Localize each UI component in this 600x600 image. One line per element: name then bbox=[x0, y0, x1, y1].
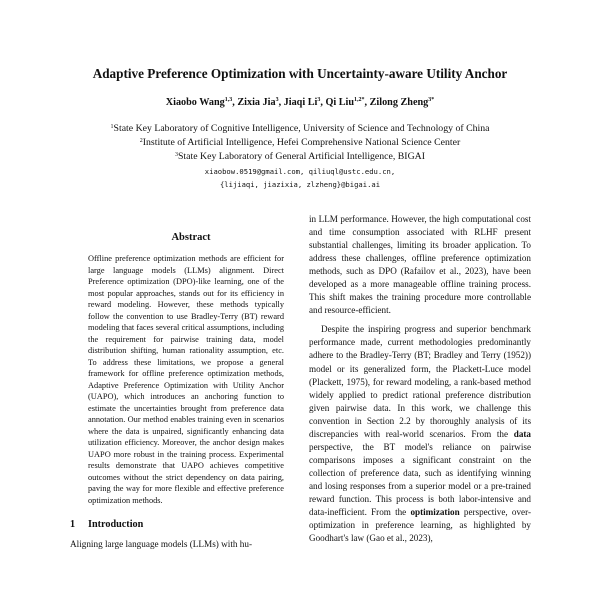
author-1 bbox=[166, 97, 232, 108]
author-affil-mark: 3* bbox=[428, 97, 435, 103]
affiliation-list bbox=[0, 121, 600, 163]
author-name: Zixia Jia bbox=[237, 97, 276, 108]
affiliation-mark: 1 bbox=[110, 124, 114, 130]
author-affil-mark: 3 bbox=[317, 97, 321, 103]
section-heading bbox=[70, 518, 298, 532]
author-list: Xiaobo Wang$^{1,3}$, Zixia Jia$^3$, Jiaqi Li$^3$, Qi Liu$^{1,2*}$, Zilong Zheng$^{3*}$ bbox=[165, 97, 435, 108]
right-paragraph-2 bbox=[309, 323, 531, 545]
author-name: Xiaobo Wang bbox=[165, 97, 225, 108]
author-name: Zilong Zheng bbox=[369, 97, 429, 108]
affiliation-mark: 3 bbox=[174, 152, 178, 158]
author-5 bbox=[370, 97, 435, 108]
paper-title: Adaptive Preference Optimization with Uncertainty-aware Utility Anchor bbox=[92, 66, 508, 81]
paragraph-text: Despite the inspiring progress and superior benchmark performance made, current methodologies predominantly adhere to the Bradley-Terry (BT; Bradley and Terry (1952)) model or its generalized form, the Plackett-Luce model (Plackett, 1975), for reward modeling, a rank-based method widely applied to predict rational preference distribution given pairwise data. In this work, we challenge this convention in Section 2.2 by thoroughly analysis of its discrepancies with real-world scenarios. From the bbox=[309, 324, 531, 439]
affiliation-text: State Key Laboratory of Cognitive Intelligence, University of Science and Technology of China bbox=[113, 123, 490, 134]
author-4 bbox=[325, 97, 364, 108]
author-affil-mark: 3 bbox=[275, 97, 279, 103]
author-2 bbox=[237, 97, 278, 108]
author-name: Qi Liu bbox=[325, 97, 355, 108]
paragraph-text: perspective, over-optimization in preference learning, as highlighted by Goodhart's law (Gao et al., 2023), bbox=[309, 507, 532, 544]
affiliation-1 bbox=[0, 121, 600, 135]
affiliation-text: Institute of Artificial Intelligence, Hefei Comprehensive National Science Center bbox=[142, 137, 461, 148]
author-name: Jiaqi Li bbox=[283, 97, 318, 108]
emphasis-optimization: optimization bbox=[410, 507, 460, 518]
intro-first-line: Aligning large language models (LLMs) with hu- bbox=[70, 539, 253, 549]
author-3 bbox=[284, 97, 321, 108]
right-column bbox=[309, 213, 531, 545]
email-block bbox=[0, 165, 600, 191]
section-number: 1 bbox=[70, 519, 76, 530]
emphasis-data: data bbox=[513, 428, 531, 439]
affiliation-text: State Key Laboratory of General Artificial Intelligence, BIGAI bbox=[177, 151, 425, 162]
left-column bbox=[70, 231, 298, 550]
affiliation-3 bbox=[0, 149, 600, 163]
affiliation-2 bbox=[0, 135, 600, 149]
paragraph-text: perspective, the BT model's reliance on pairwise comparisons imposes a significant constraint on the collection of preference data, such as identifying winning and losing responses from a superior model or a pre-trained reward function. This process is both labor-intensive and data-inefficient. From the bbox=[309, 441, 531, 518]
email-line-2: {lijiaqi, jiazixia, zlzheng}@bigai.ai bbox=[219, 180, 381, 189]
abstract-heading: Abstract bbox=[171, 232, 211, 243]
author-affil-mark: 1,2* bbox=[354, 97, 365, 103]
abstract-text: Offline preference optimization methods are efficient for large language models (LLMs) alignment. Direct Preference optimization (DPO)-like learning, one of the most popular approaches, stands out for its efficiency in reward modeling. However, these methods typically follow the convention to use Bradley-Terry (BT) reward modeling that faces several critical assumptions, including the requirement for pairwise training data, model distribution shifting, human rationality assumption, etc. To address these limitations, we propose a general framework for offline preference optimization methods, Adaptive Preference Optimization with Utility Anchor (UAPO), which introduces an anchoring function to estimate the uncertainties brought from preference data annotation. Our method enables training even in scenarios where the data is unpaired, significantly enhancing data utilization efficiency. Moreover, the anchor design makes UAPO more robust in the training process. Experimental results demonstrate that UAPO achieves competitive outcomes without the strict dependency on data pairing, paving the way for more flexible and effective preference optimization methods. bbox=[88, 254, 284, 505]
email-line-1: xiaobow.0519@gmail.com, qiliuql@ustc.edu.cn, bbox=[204, 167, 396, 176]
right-paragraph-1: in LLM performance. However, the high computational cost and time consumption associated with RLHF present substantial challenges, limiting its broader application. To address these challenges, offline preference optimization methods, such as DPO (Rafailov et al., 2023), have been developed as a more manageable offline training process. This shift makes the training procedure more controllable and resource-efficient. bbox=[309, 214, 531, 316]
author-affil-mark: 1,3 bbox=[224, 97, 233, 103]
section-title: Introduction bbox=[88, 519, 144, 530]
affiliation-mark: 2 bbox=[139, 138, 143, 144]
